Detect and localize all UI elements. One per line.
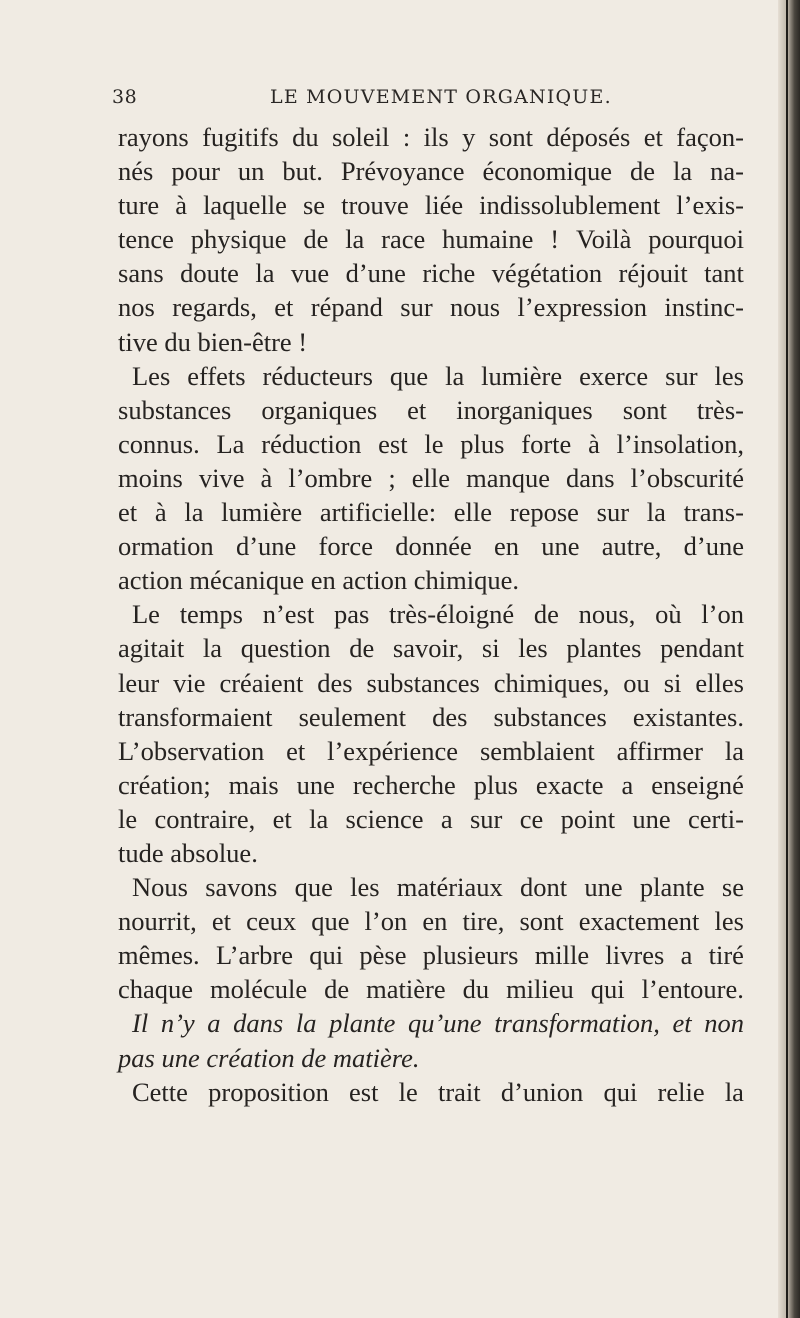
word: vie [173,667,206,698]
word: l’expérience [327,735,459,766]
word: nous, [578,599,636,630]
page-number: 38 [112,86,138,108]
word: une [584,872,623,903]
word: la [672,156,693,187]
word: vue [290,258,330,289]
word: Les [132,360,171,391]
word: d’union [500,1076,584,1107]
text-line [118,563,744,597]
word: exactement [578,906,700,937]
word: artificielle: [319,497,437,528]
word: Il [132,1008,149,1039]
word: ils [423,122,449,152]
word: pèse [359,940,407,971]
word: elle [453,497,493,528]
text-line [118,768,744,802]
word: la [724,735,744,766]
word: L’observation [118,735,265,766]
word: et [272,803,292,834]
word: des [317,667,353,698]
word: connus. [118,428,200,459]
text-line [118,359,744,393]
word: ceux [246,906,297,937]
word: la [255,258,275,289]
word: a [621,769,634,800]
word: les [714,360,744,391]
word: leur [118,667,160,698]
word: la [184,497,204,528]
word: de [349,633,375,664]
word: se [721,872,744,903]
word: et [643,122,663,152]
word: la [724,1076,744,1107]
word: rayons [118,122,189,152]
word: en [494,531,520,562]
text-line [118,734,744,768]
word: sont [488,122,533,152]
word: créaient [219,667,304,698]
word: plus [473,769,518,800]
word: affirmer [616,735,703,766]
word: réjouit [618,258,688,289]
word: force [318,531,373,562]
word: de [303,224,329,255]
word: Le [132,599,160,630]
word: un [237,156,265,187]
word: de [629,156,655,187]
text-line [118,836,744,870]
word: une [632,803,671,834]
word: à [260,462,273,493]
word: en [422,906,448,937]
word: elle [411,462,451,493]
word: pas [118,1042,162,1073]
word: lumière [221,497,303,528]
word: organiques [261,394,378,425]
word: du [462,974,490,1005]
word: très- [696,394,744,425]
word: savons [205,872,278,903]
word: qui [590,974,625,1005]
word: est [349,1076,379,1107]
word: : [402,122,411,152]
text-line [118,427,744,461]
word: sont [622,394,667,425]
word: a [680,940,693,971]
word: si [663,667,682,698]
word: économique [482,156,612,187]
word: mécanique [189,565,311,596]
word: but. [282,156,323,187]
text-line [118,1006,744,1040]
word: riche [422,258,476,289]
word: d’une [345,258,406,289]
word: existantes. [632,701,744,732]
word: les [350,872,380,903]
word: sur [469,803,503,834]
word: une [296,769,335,800]
word: la [445,360,465,391]
word: végétation [491,258,603,289]
word: l’insolation, [616,428,744,459]
word: façon- [676,122,744,152]
word: la [345,224,365,255]
word: du [292,122,319,152]
word: chaque [118,974,194,1005]
text-line [118,631,744,665]
word: ! [298,326,308,357]
word: d’une [235,531,297,562]
word: et [118,497,138,528]
word: à [588,428,600,459]
word: ture [118,190,160,221]
word: la [309,803,329,834]
word: tant [704,258,744,289]
word: a [440,803,453,834]
word: Voilà [575,224,632,255]
word: agitait [118,633,185,664]
word: une [541,531,580,562]
word: bien-être [197,326,299,357]
word: question [240,633,331,664]
word: vive [198,462,245,493]
word: proposition [208,1076,329,1107]
word: nés [118,156,154,187]
word: milieu [506,974,574,1005]
word: regards, [172,292,257,323]
word: l’entoure. [641,974,744,1005]
text-line [118,938,744,972]
word: tive [118,326,165,357]
text-line [118,256,744,290]
word: exacte [535,769,604,800]
text-line [118,1075,744,1109]
word: transformaient [118,701,273,732]
word: tiré [708,940,744,971]
word: repose [509,497,579,528]
word: où [655,599,682,630]
word: transformation, [494,1008,660,1039]
word: n’y [160,1008,195,1039]
text-line [118,393,744,427]
running-title: LE MOUVEMENT ORGANIQUE. [270,86,612,108]
word: Nous [132,872,188,903]
word: et [211,906,231,937]
word: substances [118,394,232,425]
page-edge-line [786,0,788,1318]
word: que [311,906,350,937]
word: absolue. [170,837,258,868]
word: a [207,1008,221,1039]
word: si [481,633,500,664]
word: la [202,633,223,664]
word: le [424,428,444,459]
text-line [118,325,744,359]
word: création [206,1042,302,1073]
word: ; [388,462,396,493]
word: science [345,803,424,834]
word: sans [118,258,164,289]
word: donnée [395,531,472,562]
word: n’est [262,599,315,630]
text-line [118,290,744,324]
text-line [118,495,744,529]
word: d’une [683,531,744,562]
word: liée [424,190,464,221]
word: temps [179,599,243,630]
word: semblaient [479,735,595,766]
word: dans [566,462,615,493]
word: nous [450,292,501,323]
word: trans- [683,497,744,528]
text-line [118,972,744,1006]
word: substances [366,667,480,698]
word: du [164,326,198,357]
word: pour [171,156,220,187]
word: de [533,599,559,630]
word: la [295,1008,317,1039]
word: la [646,497,666,528]
word: tire, [462,906,505,937]
text-line [118,222,744,256]
word: indissolublement [479,190,661,221]
word: ce [519,803,544,834]
word: l’expression [517,292,648,323]
word: laquelle [203,190,287,221]
text-line [118,188,744,222]
page-header [0,86,800,116]
word: savoir, [392,633,464,664]
word: l’on [701,599,744,630]
word: le [398,1076,418,1107]
word: pas [333,599,370,630]
word: que [294,872,333,903]
word: en [310,565,343,596]
word: autre, [601,531,662,562]
text-line [118,597,744,631]
text-line [118,1041,744,1075]
word: fugitifs [202,122,279,152]
word: plusieurs [422,940,519,971]
word: action [342,565,414,596]
word: Prévoyance [340,156,465,187]
word: action [118,565,190,596]
word: matériaux [396,872,503,903]
word: création; [118,769,211,800]
word: molécule [210,974,308,1005]
word: une [161,1042,207,1073]
word: se [302,190,326,221]
word: répand [310,292,383,323]
word: livres [605,940,665,971]
word: race [381,224,426,255]
word: mais [228,769,279,800]
text-line [118,529,744,563]
word: forte [521,428,572,459]
text-line [118,700,744,734]
word: sont [519,906,564,937]
word: chimique. [413,565,520,596]
text-line [118,870,744,904]
word: instinc- [664,292,744,323]
word: et [274,292,294,323]
word: pourquoi [648,224,744,255]
word: recherche [352,769,456,800]
word: de [301,1042,333,1073]
word: mêmes. [118,940,200,971]
word: très-éloigné [389,599,515,630]
word: réduction [261,428,362,459]
word: contraire, [154,803,256,834]
word: y [462,122,476,152]
word: physique [190,224,287,255]
word: de [324,974,350,1005]
word: sur [665,360,698,391]
word: manque [466,462,550,493]
word: est [378,428,408,459]
word: effets [187,360,246,391]
word: chimiques, [493,667,610,698]
word: à [154,497,167,528]
page-edge-shadow [778,0,800,1318]
word: des [432,701,468,732]
word: à [175,190,188,221]
text-line [118,154,744,188]
word: qu’une [407,1008,482,1039]
word: l’on [364,906,408,937]
word: enseigné [651,769,744,800]
word: les [714,906,744,937]
word: point [560,803,616,834]
word: pendant [660,633,744,664]
word: qui [309,940,344,971]
word: Cette [132,1076,188,1107]
word: sur [596,497,630,528]
word: tence [118,224,174,255]
word: L’arbre [215,940,293,971]
word: sur [400,292,433,323]
word: dont [520,872,568,903]
word: soleil [331,122,390,152]
word: ou [623,667,650,698]
word: plantes [566,633,642,664]
word: qui [603,1076,638,1107]
word: lumière [481,360,563,391]
word: le [118,803,138,834]
word: l’exis- [676,190,744,221]
word: plante [639,872,705,903]
word: seulement [298,701,407,732]
word: La [216,428,245,459]
body-text [118,120,744,1109]
word: tude [118,837,171,868]
word: réducteurs [262,360,373,391]
word: déposés [546,122,631,152]
word: nos [118,292,155,323]
word: et [407,394,427,425]
word: trouve [341,190,409,221]
word: humaine [442,224,534,255]
word: et [672,1008,692,1039]
word: plante [329,1008,396,1039]
word: elles [695,667,744,698]
text-line [118,802,744,836]
word: doute [180,258,239,289]
word: exerce [579,360,649,391]
word: nourrit, [118,906,197,937]
word: ormation [118,531,214,562]
word: na- [710,156,744,187]
text-line [118,120,744,154]
word: les [518,633,548,664]
word: trait [437,1076,481,1107]
word: matière. [332,1042,420,1073]
text-line [118,904,744,938]
word: moins [118,462,183,493]
word: matière [366,974,446,1005]
word: inorganiques [456,394,593,425]
word: ! [550,224,560,255]
word: plus [460,428,505,459]
word: l’obscurité [630,462,744,493]
word: non [704,1008,744,1039]
text-line [118,666,744,700]
word: mille [534,940,590,971]
word: substances [493,701,607,732]
word: dans [233,1008,284,1039]
word: certi- [688,803,744,834]
word: relie [657,1076,705,1107]
word: l’ombre [288,462,373,493]
word: et [286,735,306,766]
text-line [118,461,744,495]
word: que [389,360,429,391]
